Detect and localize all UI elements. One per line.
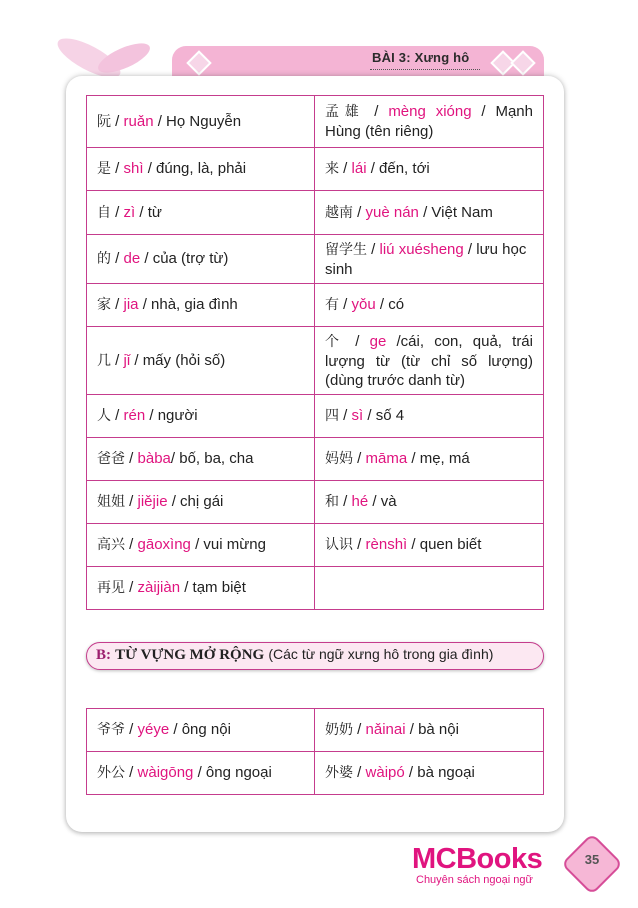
separator: / (125, 764, 138, 781)
chinese-word: 几 (97, 352, 111, 369)
chinese-word: 和 (325, 494, 339, 510)
separator: / (125, 721, 138, 738)
chinese-word: 孟雄 (325, 104, 365, 120)
chinese-word: 个 (325, 333, 346, 350)
table-row (87, 235, 544, 284)
vocab-cell (87, 524, 315, 567)
vietnamese-meaning: / nhà, gia đình (138, 296, 238, 313)
vocab-cell (87, 148, 315, 191)
chinese-word: 来 (325, 161, 339, 177)
separator: / (125, 579, 138, 596)
pinyin: liú xuésheng (379, 240, 464, 258)
separator: / (111, 351, 124, 369)
separator: / (111, 160, 124, 177)
table-row (87, 191, 544, 235)
vocab-cell (315, 567, 544, 610)
pinyin: māma (365, 450, 408, 467)
page-number: 35 (584, 852, 600, 867)
separator: / (111, 296, 124, 313)
pinyin: jiějie (137, 493, 168, 510)
separator: / (125, 493, 138, 510)
chinese-word: 高兴 (97, 537, 125, 553)
pinyin: lái (351, 160, 367, 177)
vocab-cell (315, 191, 544, 235)
chinese-word: 越南 (325, 204, 353, 221)
section-b-header (86, 640, 544, 670)
vietnamese-meaning: / vui mừng (190, 536, 266, 553)
vocab-cell (315, 96, 544, 148)
vocab-cell (315, 148, 544, 191)
table-row (87, 567, 544, 610)
pinyin: nǎinai (365, 721, 406, 738)
brand-name: MCBooks (412, 843, 543, 875)
vocab-cell (315, 438, 544, 481)
separator: / (353, 450, 366, 467)
chinese-word: 再见 (97, 580, 125, 596)
table-row (87, 395, 544, 438)
pinyin: wàigōng (137, 764, 194, 781)
vietnamese-meaning: / của (trợ từ) (140, 250, 229, 267)
chinese-word: 认识 (325, 537, 353, 553)
vietnamese-meaning: / và (368, 493, 397, 510)
pinyin: hé (351, 493, 369, 510)
separator: / (353, 203, 366, 221)
separator: / (339, 160, 352, 177)
table-row (87, 438, 544, 481)
chinese-word: 是 (97, 161, 111, 177)
chinese-word: 阮 (97, 113, 111, 130)
table-row (87, 752, 544, 795)
extended-vocab-table (86, 708, 544, 795)
table-row (87, 524, 544, 567)
vietnamese-meaning: / chị gái (167, 493, 224, 510)
separator: / (353, 721, 366, 738)
table-row (87, 709, 544, 752)
pinyin: zàijiàn (137, 579, 181, 596)
chinese-word: 爷爷 (97, 722, 125, 738)
pinyin: yuè nán (365, 203, 419, 221)
pinyin: gāoxìng (137, 536, 191, 553)
vocab-cell (87, 752, 315, 795)
table-row (87, 96, 544, 148)
vocab-cell (87, 438, 315, 481)
chinese-word: 妈妈 (325, 451, 353, 467)
pinyin: ge (369, 332, 387, 350)
pinyin: shì (123, 160, 144, 177)
decor-petal (94, 37, 153, 78)
vietnamese-meaning: / ông ngoại (193, 764, 272, 781)
vocab-cell (315, 752, 544, 795)
vietnamese-meaning: / mẹ, má (407, 450, 470, 467)
vietnamese-meaning: / Việt Nam (418, 203, 493, 221)
section-b-title: TỪ VỰNG MỞ RỘNG (115, 647, 265, 663)
vietnamese-meaning: / số 4 (363, 407, 405, 424)
vocab-cell (87, 235, 315, 284)
pinyin: yéye (137, 721, 170, 738)
vietnamese-meaning: / lưu học sinh (325, 240, 527, 278)
chinese-word: 外公 (97, 765, 125, 781)
table-row (87, 148, 544, 191)
vietnamese-meaning: / đến, tới (366, 160, 430, 177)
publisher-logo (412, 843, 543, 886)
separator: / (364, 103, 389, 120)
separator: / (345, 332, 370, 350)
pinyin: mèng xióng (388, 103, 472, 120)
lesson-title: BÀI 3: Xưng hô (372, 50, 470, 65)
vietnamese-meaning: / từ (135, 203, 162, 221)
pinyin: jia (123, 296, 139, 313)
vietnamese-meaning: / tạm biệt (180, 579, 246, 596)
separator: / (339, 407, 352, 424)
pinyin: de (123, 250, 141, 267)
separator: / (339, 296, 352, 313)
pinyin: jǐ (123, 351, 131, 369)
vocab-cell (87, 395, 315, 438)
vocab-table (86, 95, 544, 610)
separator: / (125, 536, 138, 553)
separator: / (111, 203, 124, 221)
vocab-cell (87, 96, 315, 148)
separator: / (111, 112, 124, 130)
title-underline (370, 69, 480, 70)
vietnamese-meaning: /cái, con, quả, trái lượng từ (từ chỉ số lượng) (dùng trước danh từ) (325, 332, 533, 389)
section-b-label: B: (96, 647, 111, 663)
vocab-cell (87, 327, 315, 395)
section-b-subtitle: (Các từ ngữ xưng hô trong gia đình) (268, 646, 494, 662)
vocab-cell (315, 327, 544, 395)
chinese-word: 奶奶 (325, 722, 353, 738)
vocab-cell (315, 235, 544, 284)
separator: / (367, 240, 380, 258)
vocab-cell (87, 709, 315, 752)
chinese-word: 有 (325, 297, 339, 313)
chinese-word: 人 (97, 408, 111, 424)
pinyin: wàipó (365, 764, 405, 781)
vietnamese-meaning: / Họ Nguyễn (153, 112, 242, 130)
vietnamese-meaning: / quen biết (407, 536, 482, 553)
vietnamese-meaning: / bà ngoại (404, 764, 475, 781)
vietnamese-meaning: / mấy (hỏi số) (130, 351, 226, 369)
chinese-word: 的 (97, 251, 111, 267)
pinyin: rén (123, 407, 146, 424)
table-row (87, 284, 544, 327)
chinese-word: 家 (97, 297, 111, 313)
separator: / (125, 450, 138, 467)
vocab-cell (315, 709, 544, 752)
pinyin: yǒu (351, 296, 376, 313)
chinese-word: 留学生 (325, 241, 367, 258)
table-row (87, 481, 544, 524)
chinese-word: 四 (325, 408, 339, 424)
vietnamese-meaning: / Mạnh Hùng (tên riêng) (325, 103, 533, 140)
separator: / (353, 536, 366, 553)
vocab-cell (87, 284, 315, 327)
vocab-cell (315, 524, 544, 567)
pinyin: sì (351, 407, 364, 424)
separator: / (353, 764, 366, 781)
vietnamese-meaning: / đúng, là, phải (143, 160, 247, 177)
table-row (87, 327, 544, 395)
vocab-cell (315, 284, 544, 327)
vietnamese-meaning: / bố, ba, cha (170, 450, 254, 467)
vietnamese-meaning: / bà nội (405, 721, 459, 738)
chinese-word: 姐姐 (97, 494, 125, 510)
pinyin: zì (123, 203, 136, 221)
pinyin: ruǎn (123, 112, 154, 130)
vocab-cell (315, 481, 544, 524)
vietnamese-meaning: / có (375, 296, 405, 313)
vietnamese-meaning: / ông nội (169, 721, 231, 738)
separator: / (111, 250, 124, 267)
chinese-word: 爸爸 (97, 451, 125, 467)
brand-tagline: Chuyên sách ngoại ngữ (416, 874, 533, 886)
vocab-cell (315, 395, 544, 438)
vocab-cell (87, 481, 315, 524)
vocab-cell (87, 567, 315, 610)
pinyin: bàba (137, 450, 171, 467)
chinese-word: 自 (97, 204, 111, 221)
separator: / (111, 407, 124, 424)
vietnamese-meaning: / người (145, 407, 198, 424)
vocab-cell (87, 191, 315, 235)
separator: / (339, 493, 352, 510)
pinyin: rènshì (365, 536, 408, 553)
chinese-word: 外婆 (325, 765, 353, 781)
